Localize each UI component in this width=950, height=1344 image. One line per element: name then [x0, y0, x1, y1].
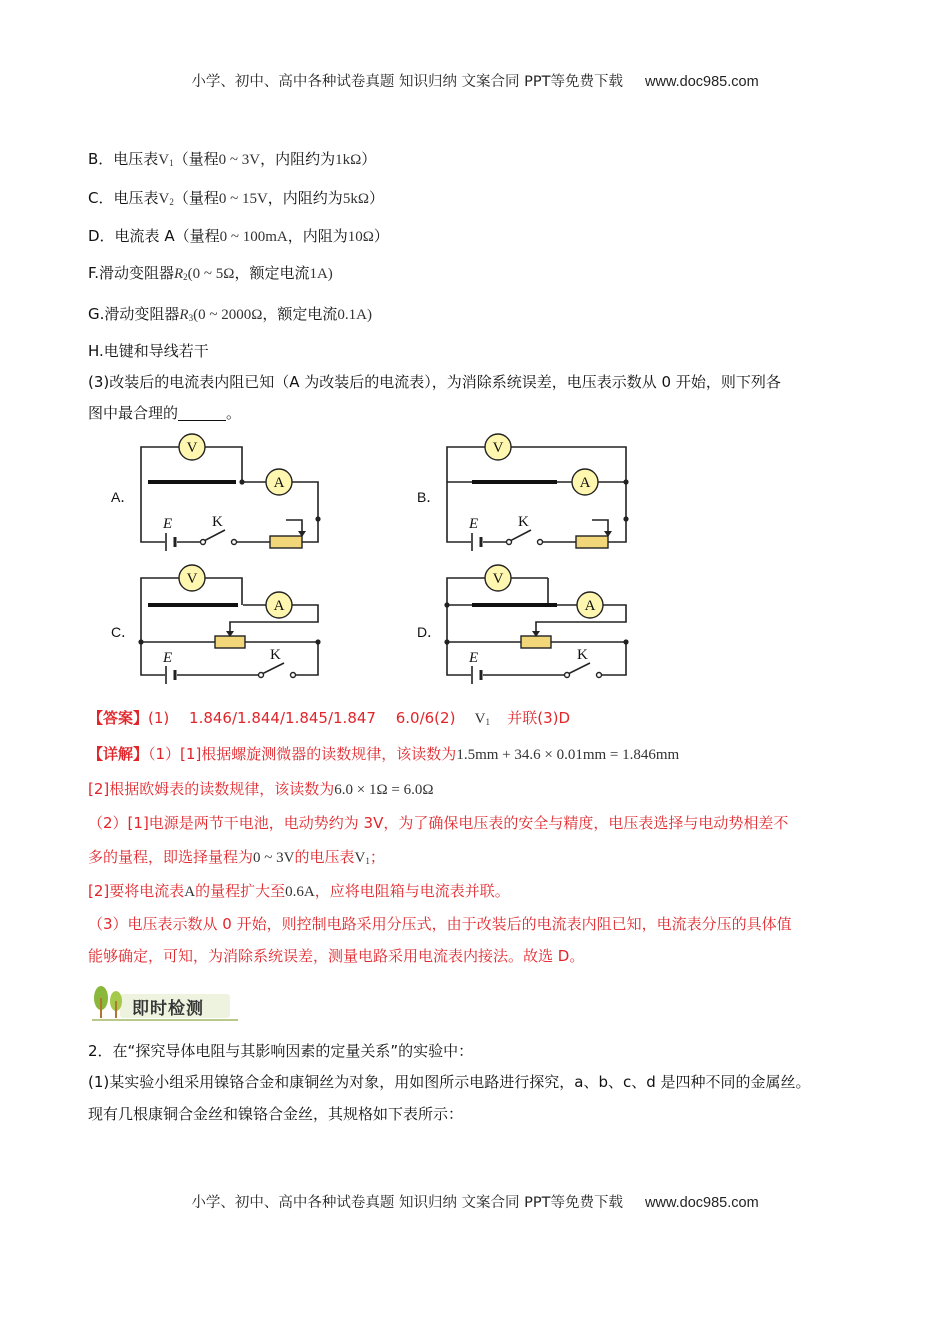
option-c: C．电压表$V_2$（量程0 ~ 15V，内阻约为5kΩ）: [88, 189, 384, 207]
detail-line1: 【详解】（1）[1]根据螺旋测微器的读数规律，该读数为1.5mm + 34.6 × 0.01mm = 1.846mm: [88, 745, 680, 763]
option-h: H.电键和导线若干: [88, 342, 209, 360]
detail-line7: 能够确定，可知，为消除系统误差，测量电路采用电流表内接法。故选 D。: [88, 947, 585, 965]
section-banner: [88, 984, 248, 1024]
rheostat-b: [576, 536, 608, 548]
header-text: 小学、初中、高中各种试卷真题 知识归纳 文案合同 PPT等免费下载: [191, 74, 624, 90]
page-footer: [0, 1191, 950, 1212]
q2-line3: 现有几根康铜合金丝和镍铬合金丝，其规格如下表所示：: [88, 1105, 464, 1123]
banner-title: 即时检测: [132, 999, 204, 1019]
voltmeter-label-c: V: [186, 571, 198, 587]
detail-line4: 多的量程，即选择量程为0 ~ 3V的电压表$V_1$；: [88, 848, 385, 866]
footer-url[interactable]: www.doc985.com: [645, 1195, 759, 1211]
key-label-c: K: [270, 647, 281, 663]
circuit-label-c: C．: [111, 624, 136, 640]
circuit-label-b: B．: [417, 489, 441, 505]
rheostat-a: [270, 536, 302, 548]
option-g: G.滑动变阻器$R_3(0$ ~ 2000Ω，额定电流0.1A): [88, 305, 372, 323]
q3-line1: (3)改装后的电流表内阻已知（A 为改装后的电流表），为消除系统误差，电压表示数从 0 开始，则下列各: [88, 373, 781, 391]
key-label-a: K: [212, 514, 223, 530]
header-url[interactable]: www.doc985.com: [645, 74, 759, 90]
emf-label-a: E: [163, 516, 173, 532]
key-label-d: K: [577, 647, 588, 663]
ammeter-label-b: A: [579, 475, 591, 491]
key-label-b: K: [518, 514, 529, 530]
emf-label-c: E: [163, 650, 173, 666]
q2-line1: 2．在“探究导体电阻与其影响因素的定量关系”的实验中：: [88, 1042, 474, 1060]
q2-line2: (1)某实验小组采用镍铬合金和康铜丝为对象，用如图所示电路进行探究，a、b、c、d 是四种不同的金属丝。: [88, 1073, 811, 1091]
option-d: D．电流表 A（量程0 ~ 100mA，内阻为10Ω）: [88, 227, 389, 245]
option-b: B．电压表$V_1$（量程0 ~ 3V，内阻约为1kΩ）: [88, 150, 377, 168]
q3-line2: 图中最合理的 。: [88, 404, 242, 422]
voltmeter-label-d: V: [492, 571, 504, 587]
option-f: F.滑动变阻器$R_2(0$ ~ 5Ω，额定电流1A): [88, 264, 333, 282]
ammeter-label-a: A: [273, 475, 285, 491]
answer-label: 【答案】: [88, 709, 149, 727]
circuit-label-d: D．: [417, 624, 442, 640]
answer-line: 【答案】(1) 1.846/1.844/1.845/1.847 6.0/6(2) $V_1$ 并联(3)D: [88, 709, 571, 727]
detail-line2: [2]根据欧姆表的读数规律，该读数为6.0 × 1Ω = 6.0Ω: [88, 780, 434, 798]
ammeter-label-d: A: [584, 598, 596, 614]
detail-line3: （2）[1]电源是两节干电池，电动势约为 3V，为了确保电压表的安全与精度，电压表选择与电动势相差不: [88, 814, 789, 832]
detail-label: 【详解】: [88, 745, 149, 763]
emf-label-b: E: [469, 516, 479, 532]
rheostat-c: [215, 636, 245, 648]
voltmeter-label-b: V: [492, 440, 504, 456]
emf-label-d: E: [469, 650, 479, 666]
detail-line6: （3）电压表示数从 0 开始，则控制电路采用分压式，由于改装后的电流表内阻已知，电流表分压的具体值: [88, 915, 792, 933]
voltmeter-label-a: V: [186, 440, 198, 456]
detail-line5: [2]要将电流表A的量程扩大至0.6A，应将电阻箱与电流表并联。: [88, 882, 510, 900]
circuit-label-a: A．: [111, 489, 135, 505]
rheostat-d: [521, 636, 551, 648]
footer-text: 小学、初中、高中各种试卷真题 知识归纳 文案合同 PPT等免费下载: [191, 1195, 624, 1211]
ammeter-label-c: A: [273, 598, 285, 614]
